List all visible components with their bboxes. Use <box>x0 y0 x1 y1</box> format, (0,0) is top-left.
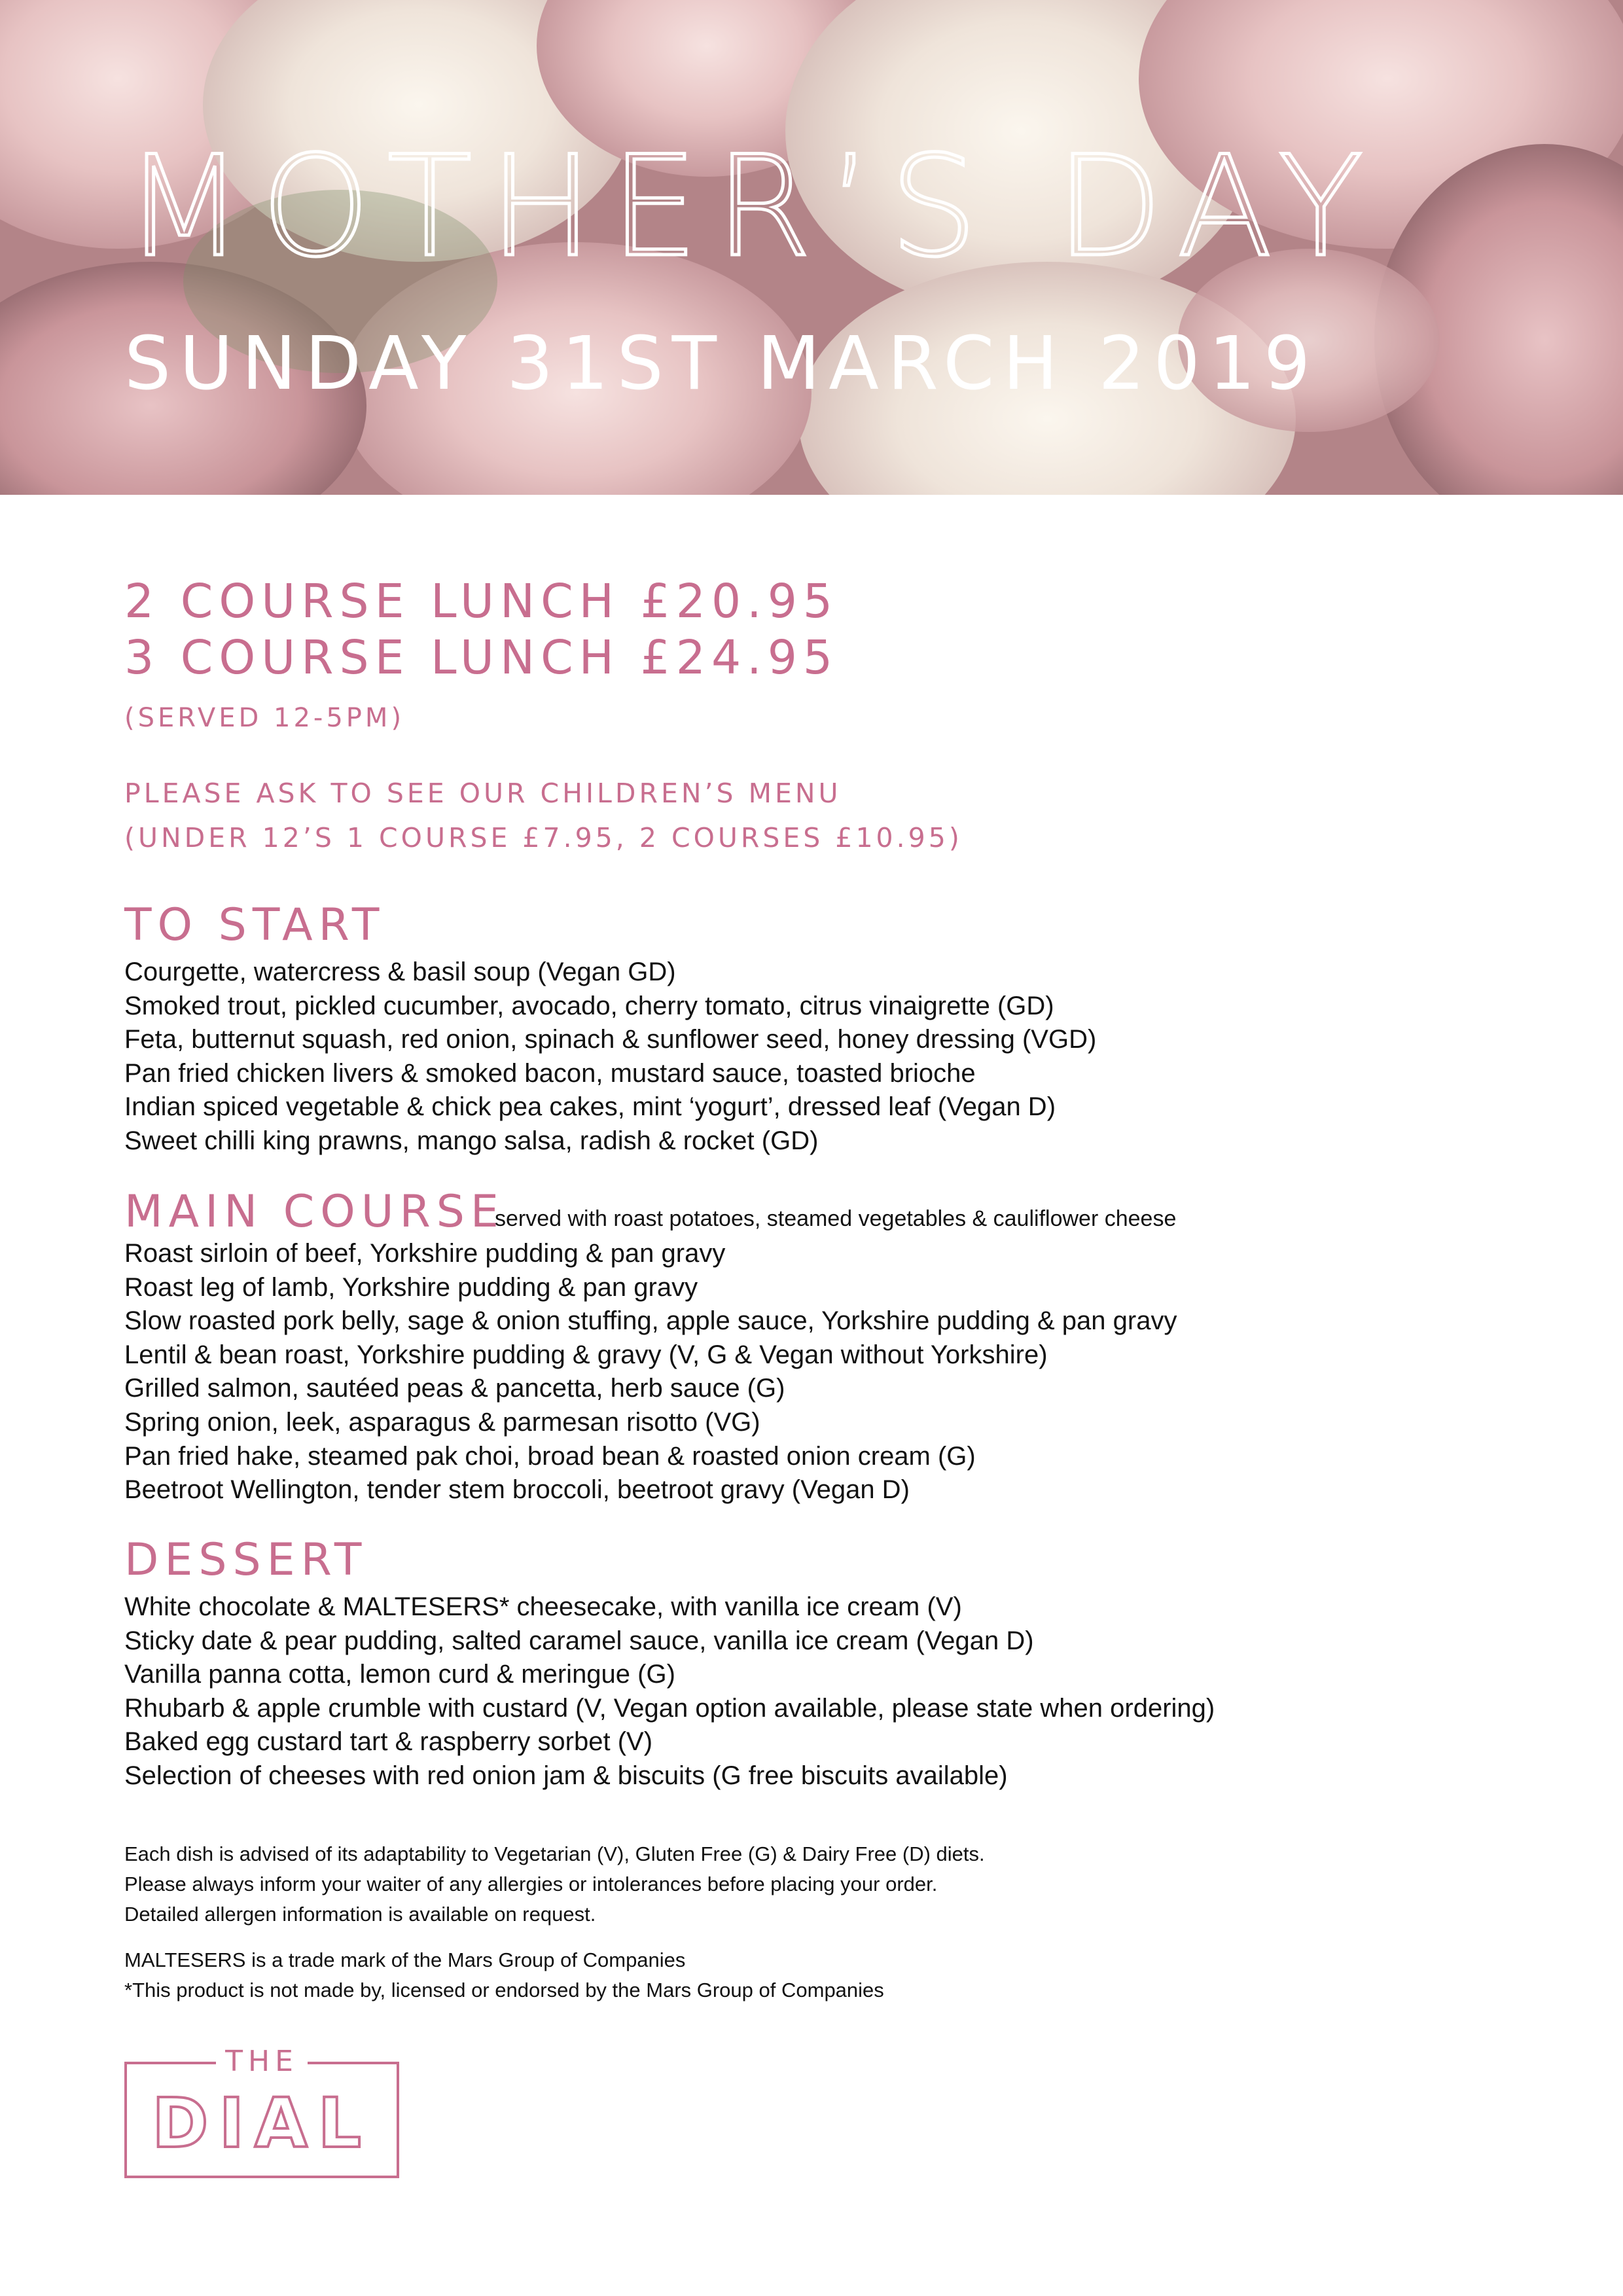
list-item: Vanilla panna cotta, lemon curd & meringue (G) <box>124 1660 675 1689</box>
hero-banner <box>0 0 1623 495</box>
list-item: Sticky date & pear pudding, salted caramel sauce, vanilla ice cream (Vegan D) <box>124 1626 1034 1655</box>
mains-accompaniments-note: served with roast potatoes, steamed vegetables & cauliflower cheese <box>495 1206 1177 1231</box>
dietary-note: Each dish is advised of its adaptability to Vegetarian (V), Gluten Free (G) & Dairy Free (D) diets. <box>124 1842 985 1865</box>
list-item: Grilled salmon, sautéed peas & pancetta, herb sauce (G) <box>124 1374 785 1403</box>
mains-list <box>124 1237 1177 1507</box>
list-item: Baked egg custard tart & raspberry sorbet (V) <box>124 1727 653 1757</box>
dietary-note: Please always inform your waiter of any allergies or intolerances before placing your order. <box>124 1873 938 1895</box>
list-item: Beetroot Wellington, tender stem broccoli, beetroot gravy (Vegan D) <box>124 1475 910 1505</box>
list-item: Pan fried chicken livers & smoked bacon, mustard sauce, toasted brioche <box>124 1058 976 1088</box>
list-item: Sweet chilli king prawns, mango salsa, radish & rocket (GD) <box>124 1126 819 1155</box>
list-item: Smoked trout, pickled cucumber, avocado, cherry tomato, citrus vinaigrette (GD) <box>124 991 1054 1020</box>
list-item: Lentil & bean roast, Yorkshire pudding & gravy (V, G & Vegan without Yorkshire) <box>124 1340 1048 1369</box>
dietary-notes <box>124 1839 985 1929</box>
page-title: MOTHER’S DAY <box>124 126 1380 287</box>
price-three-course: 3 COURSE LUNCH £24.95 <box>124 630 839 685</box>
list-item: Rhubarb & apple crumble with custard (V, Vegan option available, please state when ordering) <box>124 1693 1215 1723</box>
list-item: Spring onion, leek, asparagus & parmesan risotto (VG) <box>124 1407 760 1437</box>
trademark-notes <box>124 1945 884 2005</box>
list-item: Courgette, watercress & basil soup (Vegan GD) <box>124 958 676 986</box>
dietary-note: Detailed allergen information is available on request. <box>124 1903 596 1926</box>
list-item: Slow roasted pork belly, sage & onion stuffing, apple sauce, Yorkshire pudding & pan gravy <box>124 1306 1177 1336</box>
price-two-course: 2 COURSE LUNCH £20.95 <box>124 574 839 628</box>
desserts-list <box>124 1590 1215 1793</box>
list-item: Feta, butternut squash, red onion, spinach & sunflower seed, honey dressing (VGD) <box>124 1025 1097 1054</box>
trademark-note: *This product is not made by, licensed or endorsed by the Mars Group of Companies <box>124 1979 884 2001</box>
section-title-desserts: DESSERT <box>124 1534 368 1586</box>
list-item: Selection of cheeses with red onion jam & biscuits (G free biscuits available) <box>124 1761 1008 1790</box>
list-item: Roast sirloin of beef, Yorkshire pudding & pan gravy <box>124 1239 726 1268</box>
childrens-menu-note: PLEASE ASK TO SEE OUR CHILDREN’S MENU <box>124 778 842 809</box>
the-dial-logo <box>124 2045 399 2178</box>
childrens-menu-prices: (UNDER 12’S 1 COURSE £7.95, 2 COURSES £10.95) <box>124 822 963 853</box>
starters-list <box>124 956 1096 1158</box>
logo-text-top: THE <box>216 2047 308 2076</box>
list-item: Pan fried hake, steamed pak choi, broad bean & roasted onion cream (G) <box>124 1441 976 1471</box>
event-date: SUNDAY 31ST MARCH 2019 <box>124 321 1319 406</box>
serving-times: (SERVED 12-5PM) <box>124 703 405 733</box>
list-item: White chocolate & MALTESERS* cheesecake, with vanilla ice cream (V) <box>124 1592 962 1621</box>
trademark-note: MALTESERS is a trade mark of the Mars Group of Companies <box>124 1948 686 1971</box>
list-item: Roast leg of lamb, Yorkshire pudding & pan gravy <box>124 1272 698 1302</box>
section-title-starters: TO START <box>124 899 385 951</box>
section-title-mains: MAIN COURSE <box>124 1186 505 1238</box>
list-item: Indian spiced vegetable & chick pea cakes, mint ‘yogurt’, dressed leaf (Vegan D) <box>124 1092 1056 1122</box>
logo-text-bottom: DIAL <box>152 2083 372 2163</box>
